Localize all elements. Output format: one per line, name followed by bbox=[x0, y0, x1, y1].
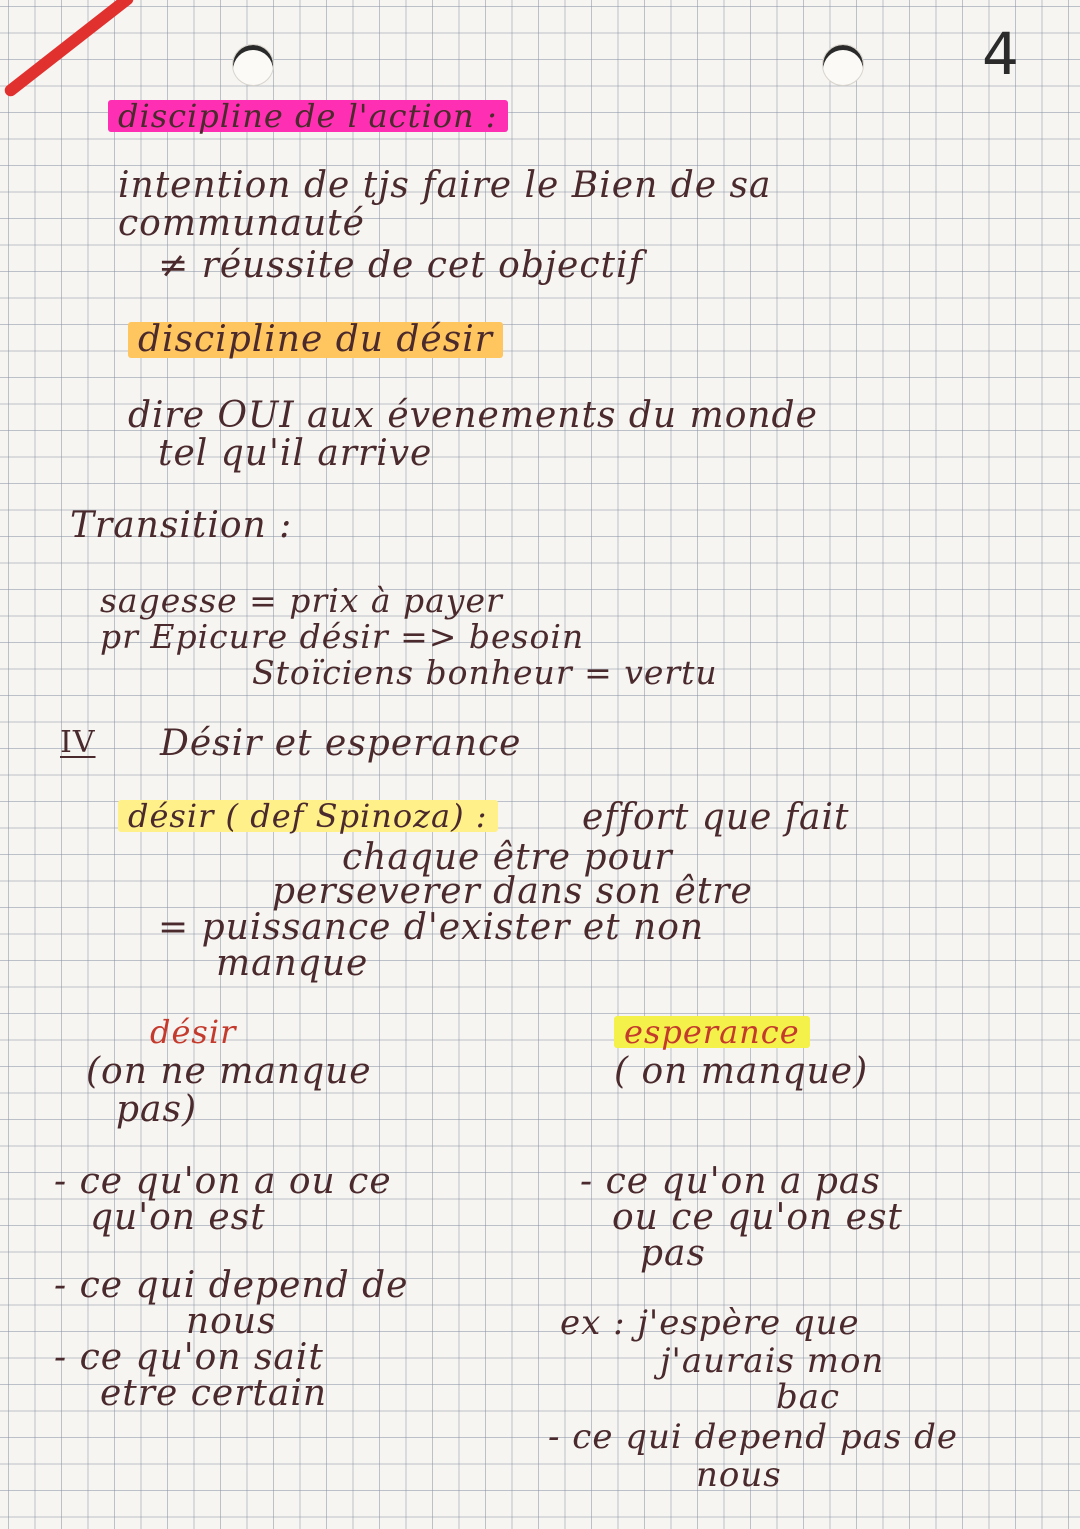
column-heading-desir: désir bbox=[150, 1013, 237, 1051]
note-line: tel qu'il arrive bbox=[158, 433, 433, 474]
note-line: sagesse = prix à payer bbox=[100, 581, 503, 620]
red-slash-mark bbox=[2, 0, 135, 99]
note-line: - ce qu'on a pas bbox=[580, 1161, 881, 1202]
note-line: ou ce qu'on est bbox=[612, 1197, 903, 1238]
note-line: - ce qui depend de bbox=[54, 1265, 409, 1306]
note-line: - ce qui depend pas de bbox=[548, 1417, 959, 1457]
note-line: pas) bbox=[116, 1089, 198, 1130]
section-title: Désir et esperance bbox=[160, 723, 522, 764]
note-line: etre certain bbox=[100, 1373, 328, 1414]
punch-hole-left bbox=[232, 44, 274, 86]
heading-discipline-action: discipline de l'action : bbox=[108, 100, 508, 132]
note-line: ( on manque) bbox=[614, 1051, 869, 1092]
note-line: = puissance d'exister et non bbox=[158, 907, 705, 948]
note-line: pr Epicure désir => besoin bbox=[100, 617, 585, 656]
note-line: nous bbox=[186, 1301, 277, 1342]
note-line: effort que fait bbox=[582, 797, 850, 838]
heading-transition: Transition : bbox=[70, 505, 293, 546]
section-number: IV bbox=[60, 725, 96, 760]
punch-hole-right bbox=[822, 44, 864, 86]
note-line: manque bbox=[216, 943, 369, 984]
note-line: pas bbox=[640, 1233, 706, 1274]
page-number: 4 bbox=[982, 20, 1019, 88]
note-line: ≠ réussite de cet objectif bbox=[158, 245, 643, 286]
note-line: intention de tjs faire le Bien de sa bbox=[118, 165, 772, 206]
note-line: chaque être pour bbox=[342, 837, 673, 878]
note-line: j'aurais mon bbox=[660, 1341, 885, 1381]
column-heading-esperance: esperance bbox=[614, 1016, 810, 1048]
note-line: Stoïciens bonheur = vertu bbox=[252, 653, 718, 692]
note-line: bac bbox=[776, 1377, 841, 1417]
note-line: dire OUI aux évenements du monde bbox=[128, 395, 818, 436]
note-line: nous bbox=[696, 1455, 782, 1495]
note-line: (on ne manque bbox=[86, 1051, 372, 1092]
note-line: - ce qu'on a ou ce bbox=[54, 1161, 392, 1202]
note-line: perseverer dans son être bbox=[272, 871, 753, 912]
note-line: ex : j'espère que bbox=[560, 1303, 860, 1343]
heading-discipline-desir: discipline du désir bbox=[128, 322, 503, 358]
note-line: communauté bbox=[118, 203, 365, 244]
note-line: qu'on est bbox=[90, 1197, 266, 1238]
note-line: - ce qu'on sait bbox=[54, 1337, 324, 1378]
definition-label: désir ( def Spinoza) : bbox=[118, 800, 498, 832]
